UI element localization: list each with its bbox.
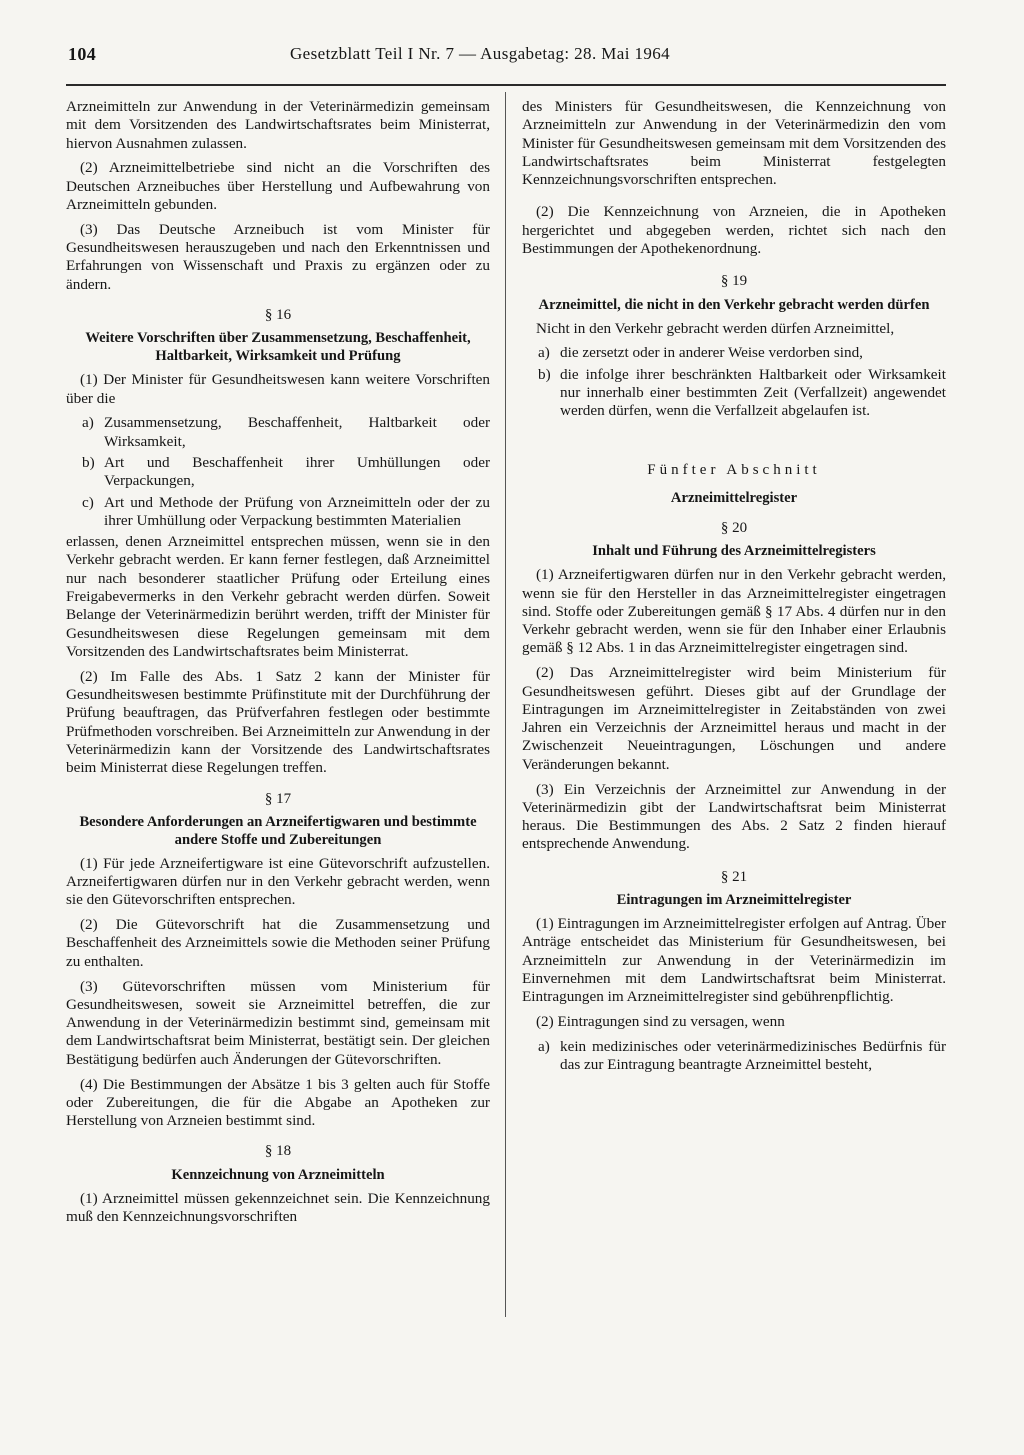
paragraph-21-1: (1) Eintragungen im Arzneimittelregister erfolgen auf Antrag. Über Anträge entscheidet das Ministerium für Gesundheitswesen, bei Arzneimitteln zur Anwendung in der Veterinärmedizin im Einvernehmen mit dem Landwirtschaftsrat beim Ministerrat. Eintragungen im Arzneimittelregister sind gebührenpflichtig.	[522, 915, 946, 1006]
page-header	[68, 44, 738, 70]
list-item-text: die infolge ihrer beschränkten Haltbarkeit oder Wirksamkeit nur innerhalb einer bestimmten Zeit (Verfallzeit) angewendet werden dürfen, wenn die Verfallzeit abgelaufen ist.	[560, 365, 946, 420]
paragraph-continued: Arzneimitteln zur Anwendung in der Veterinärmedizin gemeinsam mit dem Vorsitzenden des Landwirtschaftsrates beim Ministerrat, hiervon Ausnahmen zulassen.	[66, 98, 490, 152]
paragraph-17-4: (4) Die Bestimmungen der Absätze 1 bis 3 gelten auch für Stoffe oder Zubereitungen, die für die Abgabe an Apotheken zur Herstellung von Arzneien bestimmt sind.	[66, 1075, 490, 1130]
column-divider	[505, 92, 506, 1317]
paragraph-continued: des Ministers für Gesundheitswesen, die Kennzeichnung von Arzneimitteln zur Anwendung in der Veterinärmedizin den vom Minister für Gesundheitswesen gemeinsam mit dem Vorsitzenden des Landwirtschaftsrates beim Ministerrat festgelegten Kennzeichnungsvorschriften entsprechen.	[522, 98, 946, 189]
section-16-title: Weitere Vorschriften über Zusammensetzung, Beschaffenheit, Haltbarkeit, Wirksamkeit und Prüfung	[85, 330, 471, 365]
chapter-heading: Fünfter Abschnitt	[647, 461, 821, 478]
header-rule	[66, 84, 946, 86]
paragraph-19-intro: Nicht in den Verkehr gebracht werden dürfen Arzneimittel,	[536, 319, 895, 337]
paragraph-15-3: (3) Das Deutsche Arzneibuch ist vom Minister für Gesundheitswesen herauszugeben und nach den Erkenntnissen und Erfahrungen von Wissenschaft und Praxis zu ergänzen oder zu ändern.	[66, 220, 490, 293]
list-marker: a)	[538, 344, 550, 362]
page-number: 104	[68, 44, 97, 64]
section-18-title: Kennzeichnung von Arzneimitteln	[171, 1166, 385, 1183]
section-17-heading: § 17	[264, 790, 292, 807]
right-column	[522, 98, 946, 1077]
paragraph-20-1: (1) Arzneifertigwaren dürfen nur in den Verkehr gebracht werden, wenn sie für den Hersteller in das Arzneimittelregister eingetragen sind. Stoffe oder Zubereitungen gemäß § 17 Abs. 4 dürfen nur in den Verkehr gebracht werden, wenn sie für den Inhaber einer Erlaubnis gemäß § 12 Abs. 1 in das Arzneimittelregister eingetragen sind.	[522, 566, 946, 657]
list-item	[82, 494, 490, 531]
list-marker: b)	[82, 453, 95, 471]
section-19-heading: § 19	[720, 273, 748, 290]
section-17-title: Besondere Anforderungen an Arzneifertigwaren und bestimmte andere Stoffe und Zubereitungen	[79, 813, 477, 848]
list-item	[538, 366, 946, 421]
chapter-title: Arzneimittelregister	[670, 489, 798, 506]
list-marker: a)	[538, 1037, 550, 1055]
paragraph-17-2: (2) Die Gütevorschrift hat die Zusammensetzung und Beschaffenheit des Arzneimittels sowie die Methoden seiner Prüfung zu enthalten.	[66, 916, 490, 970]
paragraph-20-3: (3) Ein Verzeichnis der Arzneimittel zur Anwendung in der Veterinärmedizin gibt der Landwirtschaftsrat beim Ministerrat heraus. Die Bestimmungen des Abs. 2 Satz 2 finden hierauf entsprechende Anwendung.	[522, 780, 946, 853]
paragraph-15-2: (2) Arzneimittelbetriebe sind nicht an die Vorschriften des Deutschen Arzneibuches über Herstellung und Aufbewahrung von Arzneimitteln gebunden.	[66, 159, 490, 213]
section-19-title: Arzneimittel, die nicht in den Verkehr gebracht werden dürfen	[538, 296, 930, 313]
list-item-text: die zersetzt oder in anderer Weise verdorben sind,	[560, 344, 863, 362]
paragraph-20-2: (2) Das Arzneimittelregister wird beim Ministerium für Gesundheitswesen geführt. Dieses gibt auf der Grundlage der Eintragungen im Arzneimittelregister in Zeitabständen von zwei Jahren ein Verzeichnis der Arzneimittel heraus und macht in der Zwischenzeit Neueintragungen, Löschungen und andere Veränderungen bekannt.	[522, 664, 946, 773]
list-item-text: kein medizinisches oder veterinärmedizinisches Bedürfnis für das zur Eintragung beantragte Arzneimittel besteht,	[560, 1037, 946, 1074]
list-item	[538, 344, 946, 362]
paragraph-18-2: (2) Die Kennzeichnung von Arzneien, die in Apotheken hergerichtet und abgegeben werden, richtet sich nach den Bestimmungen der Apothekenordnung.	[522, 203, 946, 258]
section-20-heading: § 20	[720, 519, 748, 536]
list-item-text: Art und Beschaffenheit ihrer Umhüllungen oder Verpackungen,	[104, 453, 490, 490]
list-item	[538, 1038, 946, 1075]
list-marker: b)	[538, 365, 551, 383]
paragraph-17-3: (3) Gütevorschriften müssen vom Ministerium für Gesundheitswesen, soweit sie Arzneimittel betreffen, die zur Anwendung in der Veterinärmedizin bestimmt sind, gemeinsam mit dem Landwirtschaftsrat beim Ministerrat, bestätigt sein. Der gleichen Bestätigung bedürfen auch Änderungen der Gütevorschriften.	[66, 977, 490, 1068]
list-item	[82, 414, 490, 451]
section-20-title: Inhalt und Führung des Arzneimittelregisters	[592, 543, 876, 560]
section-18-heading: § 18	[264, 1143, 292, 1160]
left-column	[66, 98, 490, 1233]
list-item	[82, 454, 490, 491]
paragraph-16-2: (2) Im Falle des Abs. 1 Satz 2 kann der Minister für Gesundheitswesen bestimmte Prüfinstitute mit der Durchführung der Prüfung beauftragen, das Prüfverfahren festlegen oder bestimmte Prüfmethoden vorschreiben. Bei Arzneimitteln zur Anwendung in der Veterinärmedizin kann der Vorsitzende des Landwirtschaftsrates beim Ministerrat diese Regelungen treffen.	[66, 667, 490, 777]
paragraph-18-1: (1) Arzneimittel müssen gekennzeichnet sein. Die Kennzeichnung muß den Kennzeichnungsvorschriften	[66, 1189, 490, 1226]
paragraph-16-1-rest: erlassen, denen Arzneimittel entsprechen müssen, wenn sie in den Verkehr gebracht werden. Er kann ferner festlegen, daß Arzneimittel nur nach besonderer staatlicher Prüfung oder Erteilung eines Freigabevermerks in den Verkehr gebracht werden dürfen. Soweit Belange der Veterinärmedizin berührt werden, trifft der Minister für Gesundheitswesen diese Regelungen gemeinsam mit dem Vorsitzenden des Landwirtschaftsrates beim Ministerrat.	[66, 533, 490, 660]
running-title: Gesetzblatt Teil I Nr. 7 — Ausgabetag: 28. Mai 1964	[290, 44, 671, 63]
section-21-title: Eintragungen im Arzneimittelregister	[616, 892, 852, 908]
section-16-heading: § 16	[264, 306, 292, 323]
section-21-heading: § 21	[720, 868, 748, 885]
paragraph-21-2-intro: (2) Eintragungen sind zu versagen, wenn	[536, 1012, 785, 1030]
list-marker: c)	[82, 493, 94, 511]
paragraph-16-1-intro: (1) Der Minister für Gesundheitswesen kann weitere Vorschriften über die	[66, 371, 490, 407]
paragraph-17-1: (1) Für jede Arzneifertigware ist eine Gütevorschrift aufzustellen. Arzneifertigwaren dürfen nur in den Verkehr gebracht werden, wenn sie den Gütevorschriften entsprechen.	[66, 854, 490, 909]
list-item-text: Art und Methode der Prüfung von Arzneimitteln oder der zu ihrer Umhüllung oder Verpackung bestimmten Materialien	[104, 493, 490, 529]
list-marker: a)	[82, 414, 94, 432]
list-item-text: Zusammensetzung, Beschaffenheit, Haltbarkeit oder Wirksamkeit,	[104, 414, 490, 450]
